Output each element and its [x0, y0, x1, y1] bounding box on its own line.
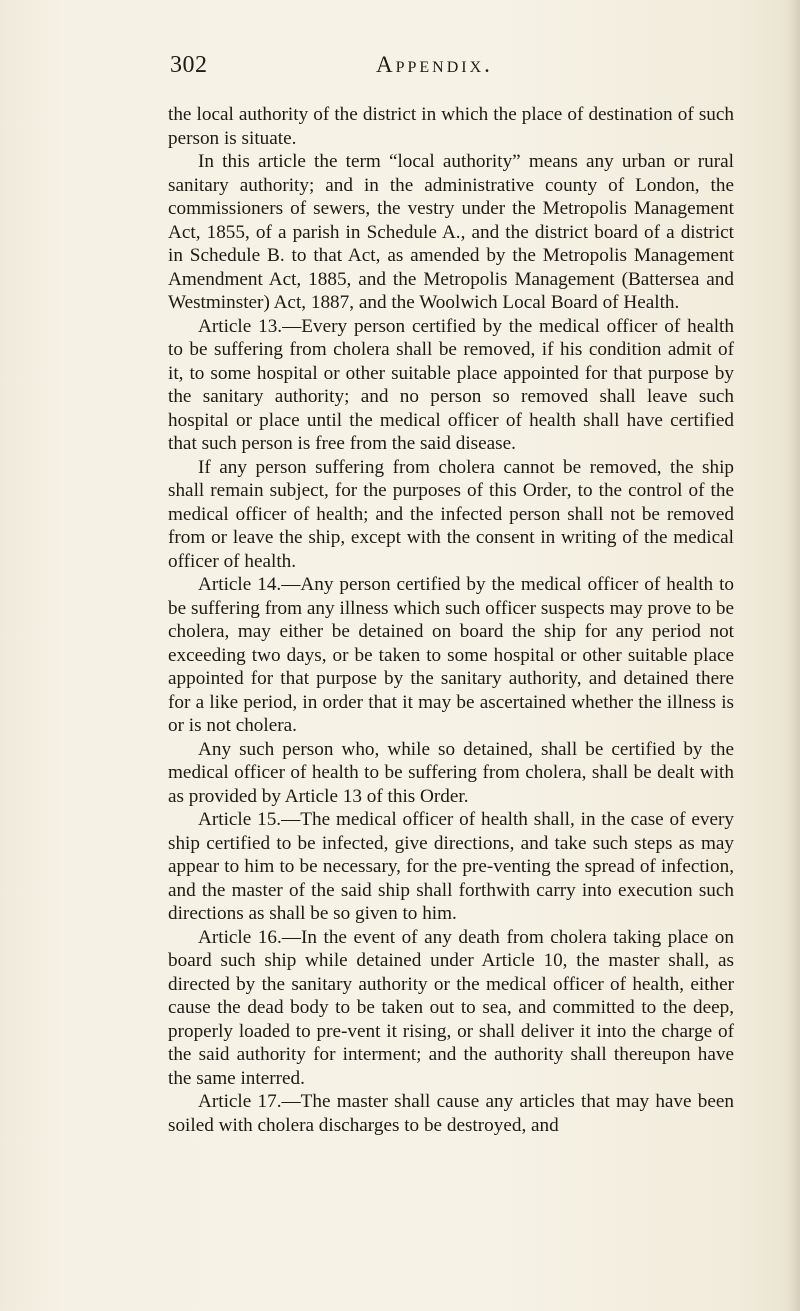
paragraph-article-17: Article 17.—The master shall cause any articles that may have been soiled with cholera discharges to be destroyed, and [168, 1091, 734, 1136]
paragraph-local-authority-definition: In this article the term “local authority” means any urban or rural sanitary authority; and in the administrative county of London, the commissioners of sewers, the vestry under the Metropolis Management Act, 1855, of a parish in Schedule A., and the district board of a district in Schedule B. to that Act, as amended by the Metropolis Management Amendment Act, 1885, and the Metropolis Management (Battersea and Westminster) Act, 1887, and the Woolwich Local Board of Health. [168, 151, 734, 313]
body-text [168, 103, 734, 1137]
paragraph-article-14: Article 14.—Any person certified by the medical officer of health to be suffering from any illness which such officer suspects may prove to be cholera, may either be detained on board the ship for any period not exceeding two days, or be taken to some hospital or other suitable place appointed for that purpose by the sanitary authority, and detained there for a like period, in order that it may be ascertained whether the illness is or is not cholera. [168, 574, 734, 736]
paragraph-article-13: Article 13.—Every person certified by the medical officer of health to be suffering from cholera shall be removed, if his condition admit of it, to some hospital or other suitable place appointed for that purpose by the sanitary authority; and no person so removed shall leave such hospital or place until the medical officer of health shall have certified that such person is free from the said disease. [168, 315, 734, 454]
paragraph-article-16: Article 16.—In the event of any death from cholera taking place on board such ship while detained under Article 10, the master shall, as directed by the sanitary authority or the medical officer of health, either cause the dead body to be taken out to sea, and committed to the deep, properly loaded to pre-vent it rising, or shall deliver it into the charge of the said authority for interment; and the authority shall thereupon have the same interred. [168, 926, 734, 1089]
paragraph-continuation: the local authority of the district in which the place of destination of such person is situate. [168, 104, 734, 149]
running-head [170, 52, 730, 92]
page-edge-shadow [786, 0, 800, 1311]
paragraph-article-13-cont: If any person suffering from cholera cannot be removed, the ship shall remain subject, for the purposes of this Order, to the control of the medical officer of health; and the infected person shall not be removed from or leave the ship, except with the consent in writing of the medical officer of health. [168, 456, 734, 572]
running-title: Appendix. [376, 52, 493, 77]
paragraph-article-14-cont: Any such person who, while so detained, shall be certified by the medical officer of health to be suffering from cholera, shall be dealt with as provided by Article 13 of this Order. [168, 738, 734, 807]
page-number: 302 [170, 52, 208, 78]
paragraph-article-15: Article 15.—The medical officer of health shall, in the case of every ship certified to be infected, give directions, and take such steps as may appear to him to be necessary, for the pre-venting the spread of infection, and the master of the said ship shall forthwith carry into execution such directions as shall be so given to him. [168, 809, 734, 924]
